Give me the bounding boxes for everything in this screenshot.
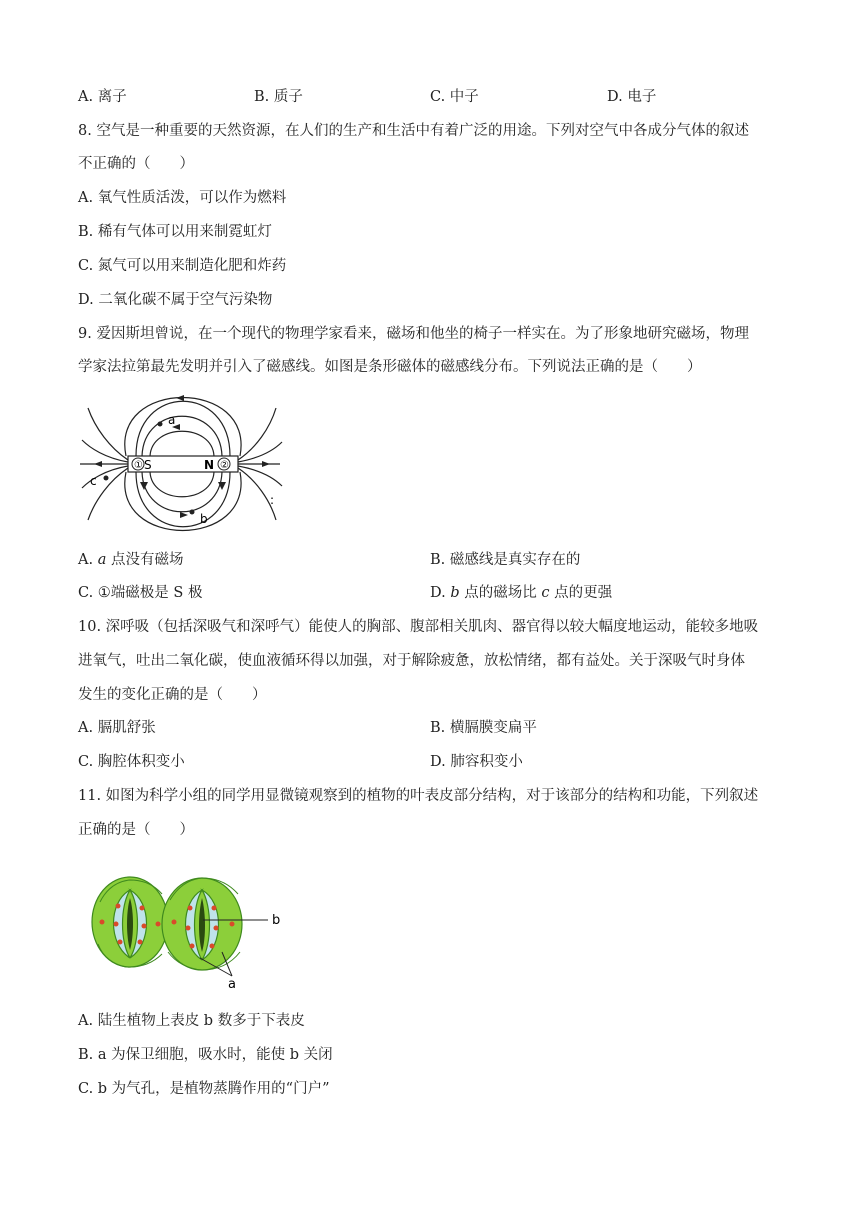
q11-stem-line1: 11. 如图为科学小组的同学用显微镜观察到的植物的叶表皮部分结构，对于该部分的结构和功能，下列叙述 [78, 788, 759, 804]
q10-option-a: A. 膈肌舒张 [78, 720, 156, 736]
q7-option-c: C. 中子 [430, 89, 479, 105]
q11-stem-line2: 正确的是（ ） [78, 822, 194, 838]
q10-stem-line1: 10. 深呼吸（包括深吸气和深呼气）能使人的胸部、腹部相关肌肉、器官得以较大幅度地运动，能较多地吸 [78, 619, 759, 635]
fig-label-end1: ① [134, 460, 143, 471]
magnet-field-figure [80, 388, 285, 538]
q8-option-c: C. 氮气可以用来制造化肥和炸药 [78, 258, 287, 274]
q10-option-b: B. 横膈膜变扁平 [430, 720, 537, 736]
fig-label-s: S [144, 458, 152, 472]
q9-stem-line2: 学家法拉第最先发明并引入了磁感线。如图是条形磁体的磁感线分布。下列说法正确的是（ ） [78, 359, 702, 375]
q11-option-a: A. 陆生植物上表皮 b 数多于下表皮 [78, 1013, 305, 1029]
fig-label-a: a [228, 977, 236, 992]
q9-option-b: B. 磁感线是真实存在的 [430, 552, 581, 568]
fig-label-b: b [272, 913, 281, 928]
q8-stem-line2: 不正确的（ ） [78, 156, 194, 172]
q9-stem-line1: 9. 爱因斯坦曾说，在一个现代的物理学家看来，磁场和他坐的椅子一样实在。为了形象地研究磁场，物理 [78, 326, 749, 342]
q7-option-b: B. 质子 [254, 89, 303, 105]
stomata-figure [90, 872, 290, 992]
fig-label-b: b [200, 512, 208, 526]
q8-option-d: D. 二氧化碳不属于空气污染物 [78, 292, 273, 308]
fig-label-a: a [168, 413, 176, 427]
fig-label-n: N [204, 458, 215, 472]
q8-stem-line1: 8. 空气是一种重要的天然资源，在人们的生产和生活中有着广泛的用途。下列对空气中各成分气体的叙述 [78, 123, 749, 139]
q10-stem-line3: 发生的变化正确的是（ ） [78, 687, 267, 703]
q8-option-a: A. 氧气性质活泼，可以作为燃料 [78, 190, 287, 206]
fig-label-end2: ② [220, 460, 229, 471]
q10-stem-line2: 进氧气，吐出二氧化碳，使血液循环得以加强，对于解除疲惫，放松情绪，都有益处。关于深吸气时身体 [78, 653, 745, 669]
q9-option-a: A. a 点没有磁场 [78, 552, 184, 568]
q7-option-d: D. 电子 [607, 89, 657, 105]
q8-option-b: B. 稀有气体可以用来制霓虹灯 [78, 224, 272, 240]
q7-option-a: A. 离子 [78, 89, 127, 105]
q10-option-d: D. 肺容积变小 [430, 754, 523, 770]
q10-option-c: C. 胸腔体积变小 [78, 754, 185, 770]
q11-option-c: C. b 为气孔，是植物蒸腾作用的“门户” [78, 1081, 330, 1097]
fig-label-dots: : [270, 493, 275, 507]
fig-label-c: c [90, 474, 97, 488]
q9-option-c: C. ①端磁极是 S 极 [78, 585, 203, 601]
q9-option-d: D. b 点的磁场比 c 点的更强 [430, 585, 613, 601]
q11-option-b: B. a 为保卫细胞，吸水时，能使 b 关闭 [78, 1047, 333, 1063]
